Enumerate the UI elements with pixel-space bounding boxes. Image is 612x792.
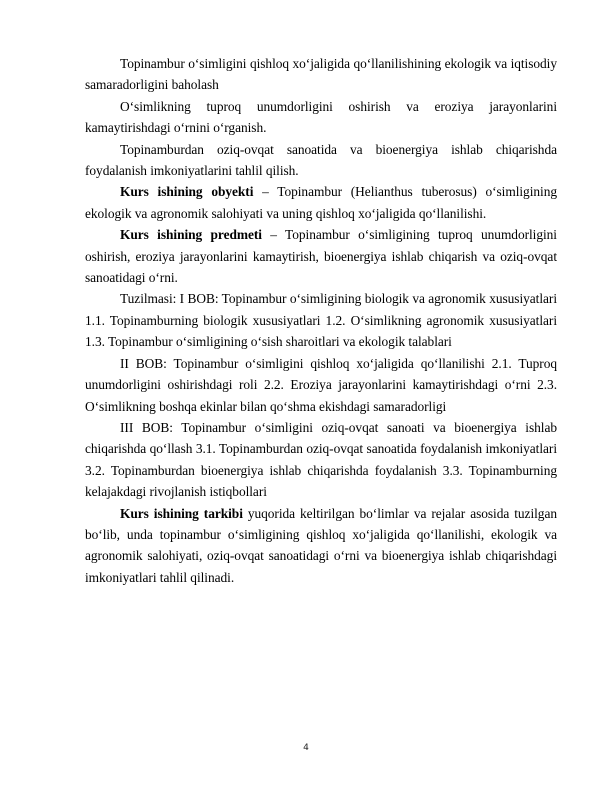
goal-paragraph-3 <box>85 139 557 182</box>
paragraph-heading: Kurs ishining tarkibi <box>120 505 243 521</box>
paragraph-text: III BOB: Topinambur o‘simligini oziq-ovqat sanoati va bioenergiya ishlab chiqarishda qo‘llash 3.1. Topinamburdan oziq-ovqat sanoatida foydalanish imkoniyatlari 3.2. Topinamburdan bioenergiya ishlab chiqarishda foydalanish 3.3. Topinamburning kelajakdagi rivojlanish istiqbollari <box>85 419 557 500</box>
paragraph-text: Topinamburdan oziq-ovqat sanoatida va bioenergiya ishlab chiqarishda foydalanish imkoniyatlarini tahlil qilish. <box>85 141 557 179</box>
paragraph-text: – Topinambur (Helianthus tuberosus) o‘simligining ekologik va agronomik salohiyati va uning qishloq xo‘jaligida qo‘llanilishi. <box>85 184 557 221</box>
paragraph-text: Topinambur o‘simligini qishloq xo‘jaligida qo‘llanilishining ekologik va iqtisodiy samaradorligini baholash <box>85 56 557 93</box>
paragraph-heading: Kurs ishining obyekti <box>120 184 254 200</box>
paragraph-text: O‘simlikning tuproq unumdorligini oshirish va eroziya jarayonlarini kamaytirishdagi o‘rnini o‘rganish. <box>85 98 557 136</box>
structure-chapter-1 <box>85 288 557 352</box>
goal-paragraph-2 <box>85 96 557 139</box>
goal-paragraph-1 <box>85 53 557 96</box>
structure-chapter-2 <box>85 353 557 417</box>
paragraph-heading: Kurs ishining predmeti <box>120 227 262 243</box>
paragraph-text: Tuzilmasi: I BOB: Topinambur o‘simligining biologik va agronomik xususiyatlari 1.1. Topinamburning biologik xususiyatlari 1.2. O‘simlikning agronomik xususiyatlari 1.3. Topinambur o‘simligining o‘sish sharoitlari va ekologik talablari <box>85 291 557 350</box>
paragraph-text: yuqorida keltirilgan bo‘limlar va rejalar asosida tuzilgan bo‘lib, unda topinambur o‘simligining qishloq xo‘jaligida qo‘llanilishi, ekologik va agronomik salohiyati, oziq-ovqat sanoatidagi o‘rni va bioenergiya ishlab chiqarishdagi imkoniyatlari tahlil qilinadi. <box>85 505 557 585</box>
object-paragraph <box>85 181 557 224</box>
paragraph-text: – Topinambur o‘simligining tuproq unumdorligini oshirish, eroziya jarayonlarini kamaytirish, bioenergiya ishlab chiqarish va oziq-ovqat sanoatidagi o‘rni. <box>85 227 557 286</box>
structure-chapter-3 <box>85 417 557 503</box>
composition-paragraph <box>85 503 557 589</box>
page-number: 4 <box>303 743 309 753</box>
subject-paragraph <box>85 224 557 288</box>
paragraph-text: II BOB: Topinambur o‘simligini qishloq xo‘jaligida qo‘llanilishi 2.1. Tuproq unumdorligini oshirishdagi roli 2.2. Eroziya jarayonlarini kamaytirishdagi o‘rni 2.3. O‘simlikning boshqa ekinlar bilan qo‘shma ekishdagi samaradorligi <box>85 355 557 414</box>
document-body <box>85 53 557 588</box>
